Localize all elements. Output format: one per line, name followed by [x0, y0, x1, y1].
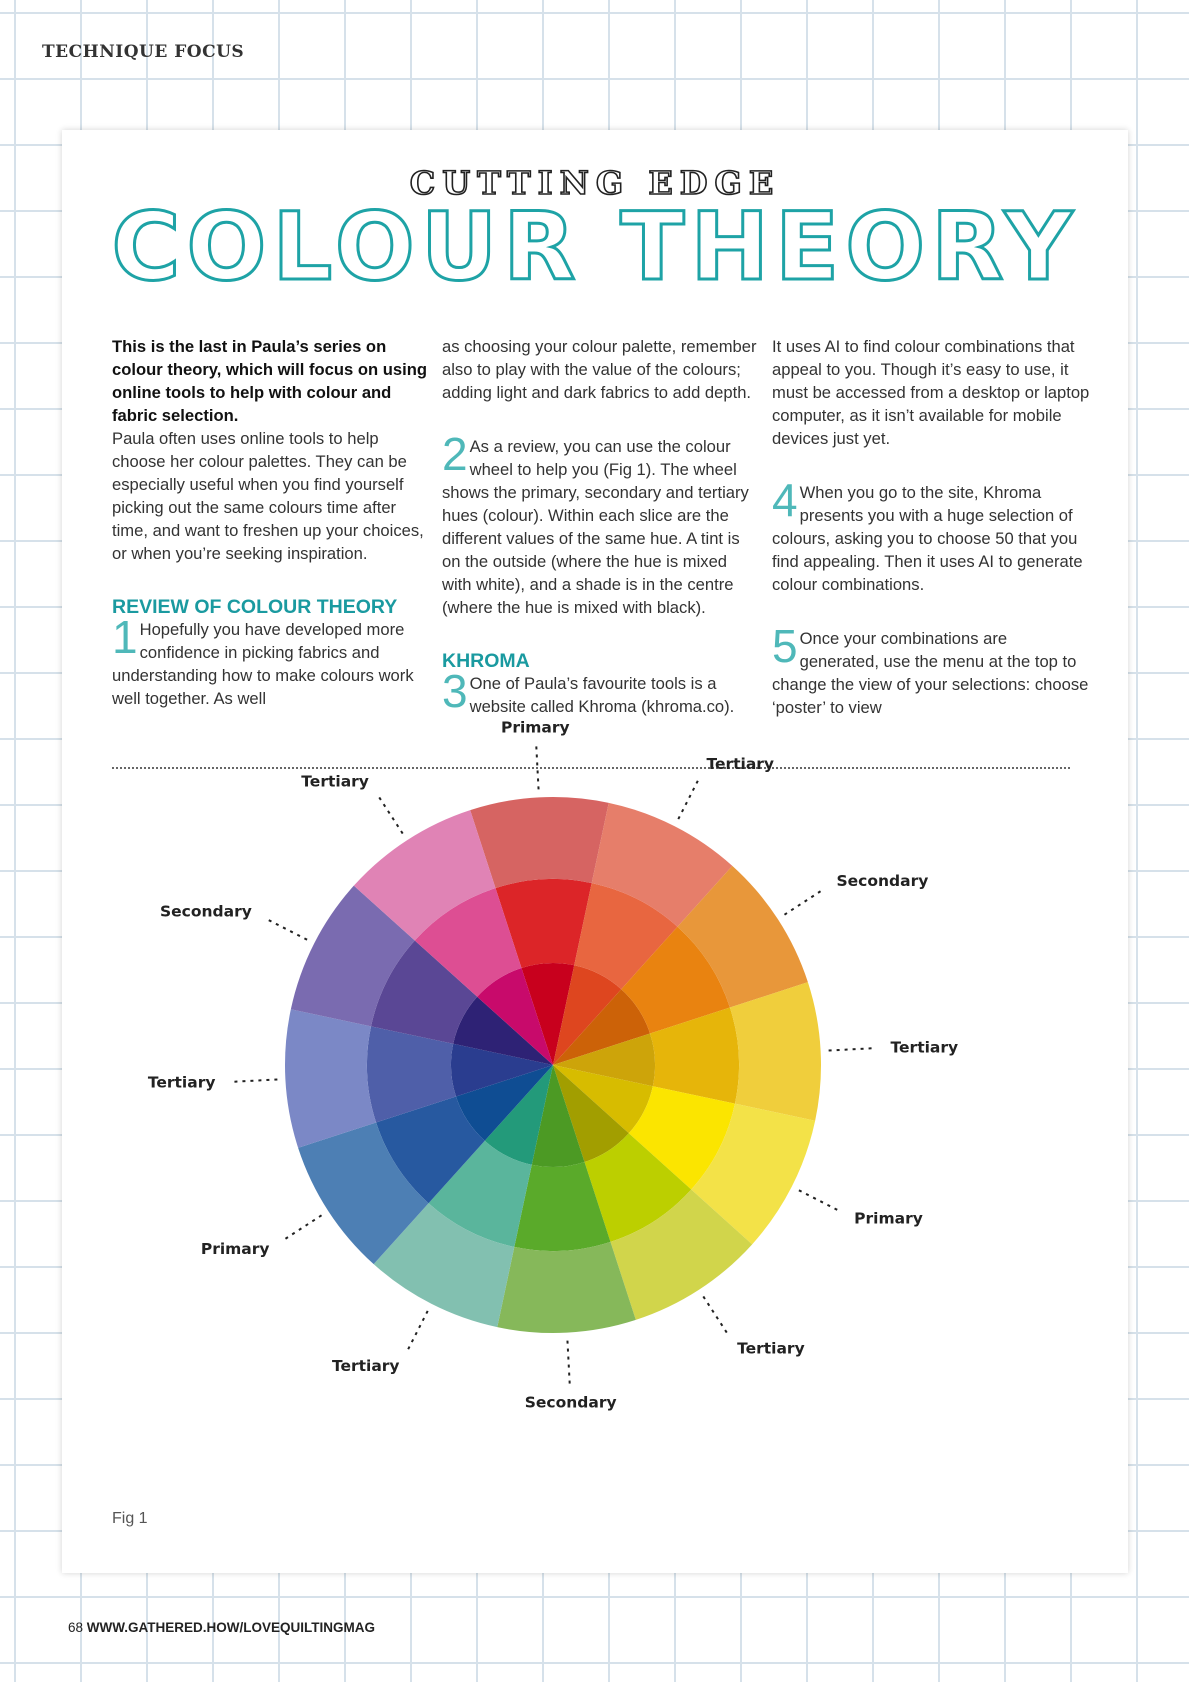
label-leader-line	[703, 1296, 728, 1335]
wheel-label: Tertiary	[706, 754, 775, 773]
label-leader-line	[283, 1215, 322, 1240]
wheel-label: Tertiary	[331, 1357, 400, 1376]
wheel-label: Tertiary	[890, 1038, 959, 1057]
step-text: When you go to the site, Khroma presents you with a huge selection of colours, asking you to choose 50 that you find appealing. Then it uses AI to generate colour combinations.	[772, 483, 1083, 594]
wheel-label: Primary	[854, 1209, 923, 1228]
divider-rule	[112, 767, 1070, 769]
step-number: 4	[772, 474, 798, 526]
page-number: 68	[68, 1620, 84, 1635]
step-number: 3	[442, 665, 468, 717]
label-leader-line	[829, 1048, 875, 1050]
figure-caption: Fig 1	[112, 1510, 148, 1527]
label-leader-line	[407, 1311, 428, 1352]
step-3-continued: It uses AI to find colour combinations that appeal to you. Though it’s easy to use, it must be accessed from a desktop or laptop computer, as it isn’t available for mobile devices just yet.	[772, 337, 1090, 448]
wheel-label: Tertiary	[737, 1339, 805, 1358]
step-text: Hopefully you have developed more confidence in picking fabrics and understanding how to make colours work well together. As well	[112, 620, 414, 708]
section-tag: TECHNIQUE FOCUS	[42, 42, 245, 62]
step-number: 2	[442, 428, 468, 480]
step-4	[772, 474, 1090, 596]
step-text: As a review, you can use the colour wheel to help you (Fig 1). The wheel shows the primary, secondary and tertiary hues (colour). Within each slice are the different values of the same hue. A tint is on the outside (where the hue is mixed with white), and a shade is in the centre (where the hue is mixed with black).	[442, 437, 749, 617]
label-leader-line	[678, 778, 699, 819]
label-leader-line	[567, 1341, 569, 1387]
step-text: Once your combinations are generated, use the menu at the top to change the view of your selections: choose ‘poster’ to view	[772, 629, 1089, 717]
wheel-label: Secondary	[159, 902, 252, 921]
footer-url: WWW.GATHERED.HOW/LOVEQUILTINGMAG	[86, 1620, 376, 1635]
page-footer	[68, 1620, 375, 1635]
step-5	[772, 620, 1090, 719]
step-3	[442, 665, 760, 718]
colour-wheel	[62, 718, 1128, 1570]
article-title: COLOUR THEORY	[111, 193, 1079, 302]
article-card	[62, 130, 1128, 1573]
label-leader-line	[266, 919, 307, 940]
step-1	[112, 611, 430, 710]
label-leader-line	[799, 1190, 840, 1211]
wheel-label: Tertiary	[301, 772, 369, 791]
section-heading-khroma: KHROMA	[442, 650, 530, 672]
step-number: 5	[772, 620, 798, 672]
step-1-continued: as choosing your colour palette, remember also to play with the value of the colours; adding light and dark fabrics to add depth.	[442, 337, 757, 402]
text-column-1	[112, 335, 430, 710]
step-number: 1	[112, 611, 138, 663]
intro-paragraph: Paula often uses online tools to help choose her colour palettes. They can be especially useful when you find yourself picking out the same colours time after time, and want to freshen up your choices, or when you’re seeking inspiration.	[112, 429, 424, 563]
wheel-label: Secondary	[836, 871, 929, 890]
wheel-label: Secondary	[524, 1393, 617, 1412]
text-column-3	[772, 335, 1090, 719]
label-leader-line	[784, 890, 823, 915]
label-leader-line	[231, 1079, 277, 1081]
step-2	[442, 428, 760, 619]
text-column-2	[442, 335, 760, 718]
step-text: One of Paula’s favourite tools is a website called Khroma (khroma.co).	[469, 674, 735, 716]
section-heading-review: REVIEW OF COLOUR THEORY	[112, 596, 398, 618]
wheel-label: Primary	[500, 718, 570, 737]
article-kicker: CUTTING EDGE	[409, 164, 781, 202]
lead-paragraph: This is the last in Paula’s series on colour theory, which will focus on using online tools to help with colour and fabric selection.	[112, 337, 427, 425]
wheel-label: Primary	[200, 1240, 270, 1259]
wheel-label: Tertiary	[147, 1073, 216, 1092]
label-leader-line	[378, 795, 403, 834]
